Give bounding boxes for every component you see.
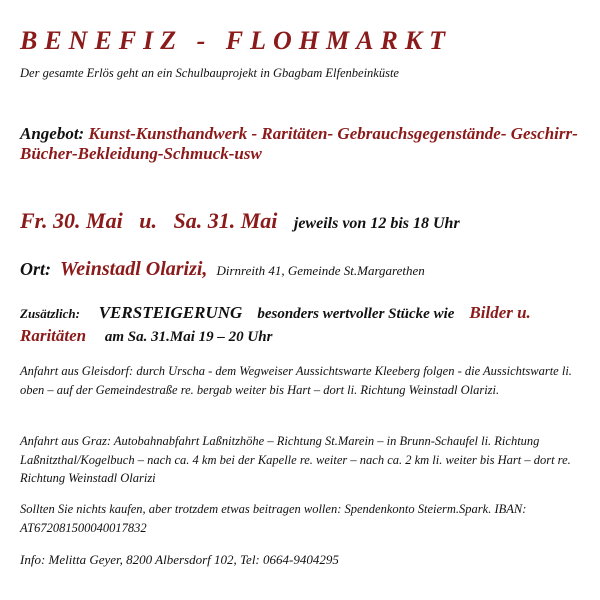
offer-label: Angebot:	[20, 124, 85, 143]
offer-section	[20, 124, 595, 164]
auction-event: VERSTEIGERUNG	[98, 303, 243, 322]
subtitle: Der gesamte Erlös geht an ein Schulbauprojekt in Gbagbam Elfenbeinküste	[20, 66, 399, 80]
auction-section	[20, 302, 595, 348]
offer-items: Kunst-Kunsthandwerk - Raritäten- Gebrauchsgegenstände- Geschirr-Bücher-Bekleidung-Schmuck-usw	[20, 124, 578, 163]
directions-graz: Anfahrt aus Graz: Autobahnabfahrt Laßnitzhöhe – Richtung St.Marein – in Brunn-Schaufel li. Richtung Laßnitzthal/Kogelbuch – nach ca. 4 km bei der Kapelle re. weiter – nach ca. 2 km li. weiter bis Hart – dort re. Richtung Weinstadl Olarizi	[20, 434, 571, 485]
date-separator: u.	[139, 208, 157, 233]
auction-label: Zusätzlich:	[20, 306, 80, 321]
donation-info: Sollten Sie nichts kaufen, aber trotzdem etwas beitragen wollen: Spendenkonto Steierm.Spark. IBAN: AT672081500040017832	[20, 502, 527, 535]
location-line	[20, 258, 425, 281]
contact-info: Info: Melitta Geyer, 8200 Albersdorf 102, Tel: 0664-9404295	[20, 552, 339, 567]
directions-gleisdorf: Anfahrt aus Gleisdorf: durch Urscha - dem Wegweiser Aussichtswarte Kleeberg folgen - die Aussichtswarte li. oben – auf der Gemeindestraße re. bergab weiter bis Hart – dort li. Richtung Weinstadl Olarizi.	[20, 364, 572, 397]
date-day2: Sa. 31. Mai	[173, 208, 278, 233]
page-title: BENEFIZ - FLOHMARKT	[20, 26, 453, 55]
location-label: Ort:	[20, 259, 51, 279]
date-day1: Fr. 30. Mai	[20, 208, 123, 233]
opening-hours: jeweils von 12 bis 18 Uhr	[293, 215, 460, 232]
location-address: Dirnreith 41, Gemeinde St.Margarethen	[216, 263, 425, 278]
auction-items: Bilder u. Raritäten	[20, 303, 531, 345]
auction-text: besonders wertvoller Stücke wie	[257, 306, 455, 322]
auction-when: am Sa. 31.Mai 19 – 20 Uhr	[104, 329, 273, 345]
dates-line	[20, 208, 460, 234]
location-place: Weinstadl Olarizi,	[60, 258, 208, 280]
